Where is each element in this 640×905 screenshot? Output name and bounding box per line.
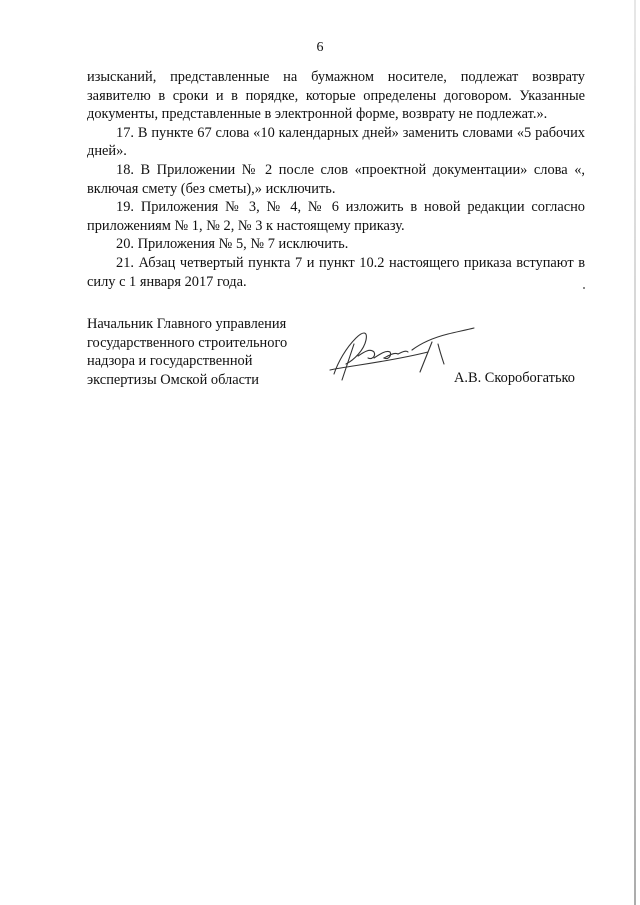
page-number: 6: [316, 40, 324, 55]
signer-title-line: надзора и государственной: [87, 353, 253, 370]
paragraph-item-20: 20. Приложения № 5, № 7 исключить.: [116, 236, 349, 253]
signer-title-line: экспертизы Омской области: [87, 371, 259, 388]
document-body: [87, 68, 585, 291]
signer-title-line: государственного строительного: [87, 334, 288, 351]
signer-name: А.В. Скоробогатько: [454, 370, 575, 386]
signer-title: [87, 315, 287, 389]
paragraph-item-17: 17. В пункте 67 слова «10 календарных дней» заменить словами «5 рабочих дней».: [87, 124, 585, 160]
paragraph-continuation: изысканий, представленные на бумажном носителе, подлежат возврату заявителю в сроки и в порядке, которые определены договором. Указанные документы, представленные в электронной форме, возврату не подлежат.».: [87, 69, 585, 123]
paragraph-item-21: 21. Абзац четвертый пункта 7 и пункт 10.2 настоящего приказа вступают в силу с 1 января 2017 года.: [87, 254, 585, 290]
paragraph-item-19: 19. Приложения № 3, № 4, № 6 изложить в новой редакции согласно приложениям № 1, № 2, № 3 к настоящему приказу.: [87, 199, 585, 234]
paragraph-item-18: 18. В Приложении № 2 после слов «проектной документации» слова «, включая смету (без сметы),» исключить.: [87, 161, 585, 197]
scan-dot: [583, 287, 585, 289]
signer-title-line: Начальник Главного управления: [87, 316, 287, 332]
scan-edge: [634, 0, 636, 905]
